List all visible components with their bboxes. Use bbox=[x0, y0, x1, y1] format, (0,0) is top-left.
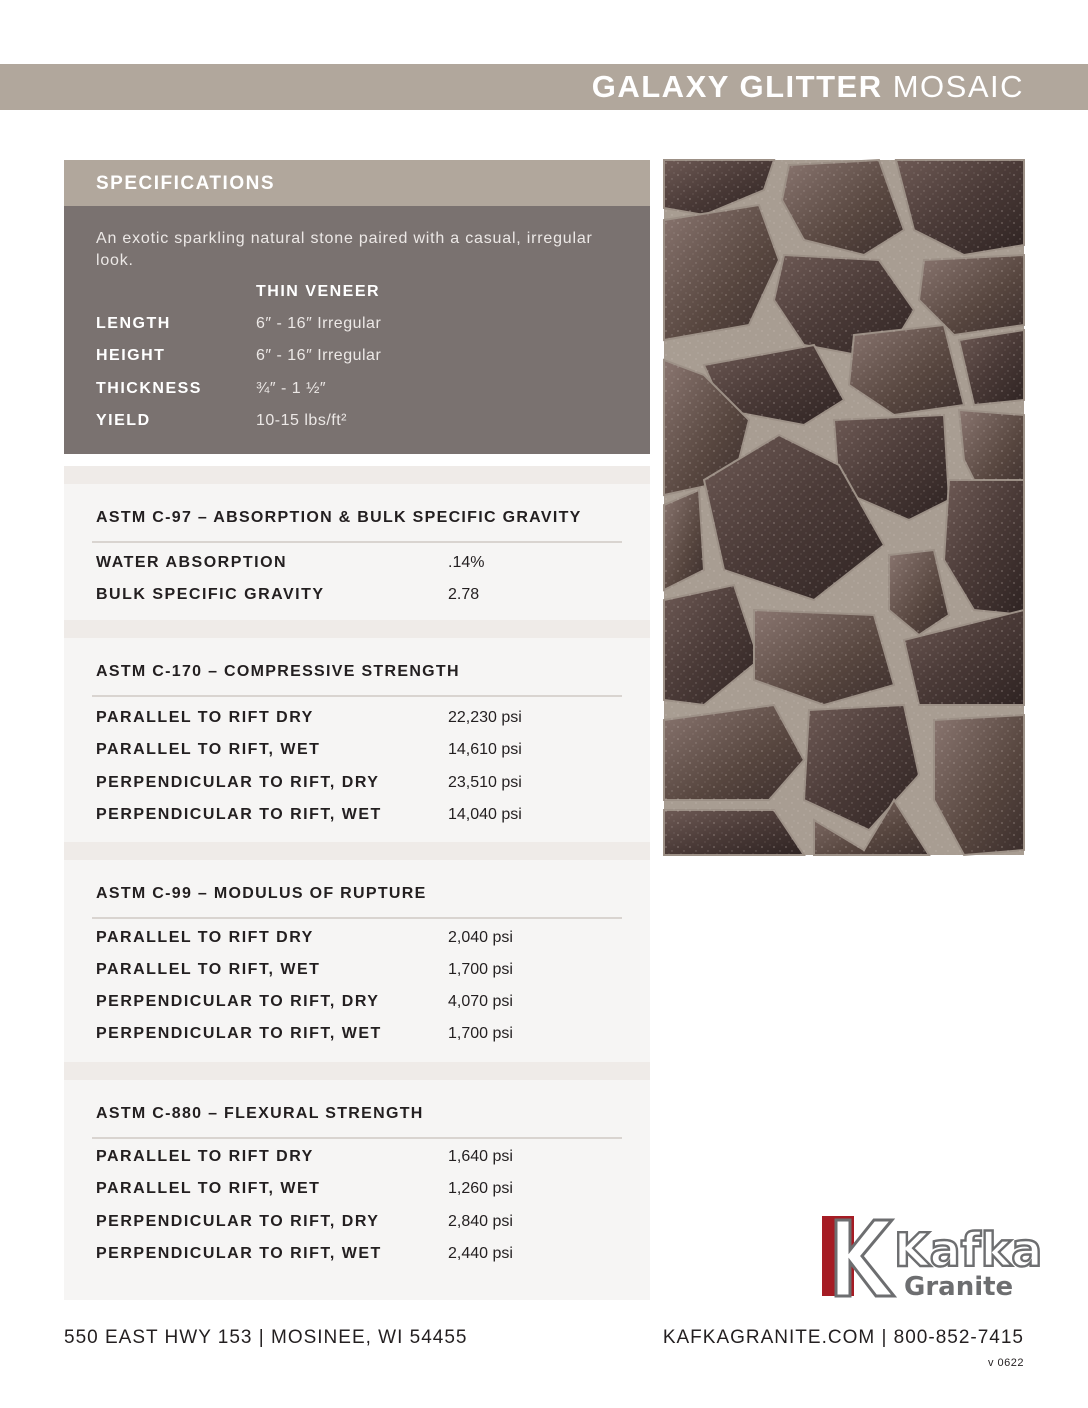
divider bbox=[92, 1137, 622, 1139]
footer-address: 550 EAST HWY 153 | MOSINEE, WI 54455 bbox=[64, 1327, 468, 1348]
test-label: PARALLEL TO RIFT DRY bbox=[96, 1148, 314, 1165]
test-row bbox=[96, 1180, 616, 1202]
test-label: PERPENDICULAR TO RIFT, DRY bbox=[96, 993, 380, 1010]
test-section-c97 bbox=[64, 466, 650, 620]
test-value: 2,440 psi bbox=[448, 1245, 513, 1262]
spec-value: 6″ - 16″ Irregular bbox=[256, 315, 382, 332]
logo-brand-line1: Kafka bbox=[894, 1223, 1043, 1277]
test-label: BULK SPECIFIC GRAVITY bbox=[96, 586, 325, 603]
test-value: 1,260 psi bbox=[448, 1180, 513, 1197]
test-value: 14,040 psi bbox=[448, 806, 522, 823]
test-row bbox=[96, 554, 616, 576]
test-value: 1,700 psi bbox=[448, 961, 513, 978]
test-row bbox=[96, 993, 616, 1015]
spec-value: ¾″ - 1 ½″ bbox=[256, 380, 327, 397]
specifications-heading: SPECIFICATIONS bbox=[96, 173, 275, 194]
test-label: PARALLEL TO RIFT DRY bbox=[96, 709, 314, 726]
test-label: PARALLEL TO RIFT, WET bbox=[96, 741, 321, 758]
logo-k-shape bbox=[836, 1220, 894, 1296]
test-title: ASTM C-880 – FLEXURAL STRENGTH bbox=[96, 1105, 424, 1122]
test-label: PERPENDICULAR TO RIFT, WET bbox=[96, 806, 382, 823]
title-bold: GALAXY GLITTER bbox=[591, 69, 883, 104]
test-value: 2,840 psi bbox=[448, 1213, 513, 1230]
logo-brand-line2: Granite bbox=[904, 1272, 1014, 1302]
test-label: PARALLEL TO RIFT, WET bbox=[96, 961, 321, 978]
divider bbox=[92, 917, 622, 919]
spec-value: 10-15 lbs/ft² bbox=[256, 412, 347, 429]
test-label: PERPENDICULAR TO RIFT, WET bbox=[96, 1245, 382, 1262]
test-value: 22,230 psi bbox=[448, 709, 522, 726]
test-row bbox=[96, 929, 616, 951]
specifications-header bbox=[64, 160, 650, 206]
footer-contact[interactable]: KAFKAGRANITE.COM | 800-852-7415 bbox=[662, 1327, 1024, 1348]
test-row bbox=[96, 1213, 616, 1235]
test-section-c880 bbox=[64, 1062, 650, 1300]
test-value: 1,700 psi bbox=[448, 1025, 513, 1042]
test-title: ASTM C-170 – COMPRESSIVE STRENGTH bbox=[96, 663, 460, 680]
test-row bbox=[96, 774, 616, 796]
spec-row-yield bbox=[96, 412, 616, 434]
test-row bbox=[96, 1148, 616, 1170]
spec-label: THICKNESS bbox=[96, 380, 202, 397]
spec-label: LENGTH bbox=[96, 315, 171, 332]
test-label: PERPENDICULAR TO RIFT, DRY bbox=[96, 774, 380, 791]
test-row bbox=[96, 741, 616, 763]
test-label: WATER ABSORPTION bbox=[96, 554, 288, 571]
divider bbox=[92, 695, 622, 697]
test-row bbox=[96, 806, 616, 828]
test-value: 2.78 bbox=[448, 586, 480, 603]
spec-row-height bbox=[96, 347, 616, 369]
test-row bbox=[96, 1245, 616, 1267]
version-label: v 0622 bbox=[987, 1357, 1024, 1369]
title-light: MOSAIC bbox=[892, 69, 1024, 104]
test-title: ASTM C-99 – MODULUS OF RUPTURE bbox=[96, 885, 427, 902]
spec-row-length bbox=[96, 315, 616, 337]
stone-sample-image bbox=[664, 160, 1024, 855]
spec-value: 6″ - 16″ Irregular bbox=[256, 347, 382, 364]
test-row bbox=[96, 586, 616, 608]
specifications-panel bbox=[64, 206, 650, 454]
title-band bbox=[0, 64, 1088, 110]
divider bbox=[92, 541, 622, 543]
specifications-description: An exotic sparkling natural stone paired with a casual, irregular look. bbox=[96, 230, 593, 269]
test-row bbox=[96, 961, 616, 983]
test-label: PERPENDICULAR TO RIFT, DRY bbox=[96, 1213, 380, 1230]
test-title: ASTM C-97 – ABSORPTION & BULK SPECIFIC GRAVITY bbox=[96, 509, 582, 526]
test-value: 14,610 psi bbox=[448, 741, 522, 758]
test-label: PARALLEL TO RIFT, WET bbox=[96, 1180, 321, 1197]
thin-veneer-column-header: THIN VENEER bbox=[256, 283, 381, 300]
spec-row-thickness bbox=[96, 380, 616, 402]
test-value: 1,640 psi bbox=[448, 1148, 513, 1165]
test-section-c170 bbox=[64, 620, 650, 842]
spec-label: YIELD bbox=[96, 412, 151, 429]
test-value: 4,070 psi bbox=[448, 993, 513, 1010]
test-value: .14% bbox=[448, 554, 485, 571]
test-label: PARALLEL TO RIFT DRY bbox=[96, 929, 314, 946]
test-row bbox=[96, 1025, 616, 1047]
test-row bbox=[96, 709, 616, 731]
test-value: 23,510 psi bbox=[448, 774, 522, 791]
test-value: 2,040 psi bbox=[448, 929, 513, 946]
test-label: PERPENDICULAR TO RIFT, WET bbox=[96, 1025, 382, 1042]
test-section-c99 bbox=[64, 842, 650, 1062]
page-title bbox=[592, 70, 1024, 104]
kafka-granite-logo bbox=[822, 1216, 1043, 1302]
spec-label: HEIGHT bbox=[96, 347, 166, 364]
